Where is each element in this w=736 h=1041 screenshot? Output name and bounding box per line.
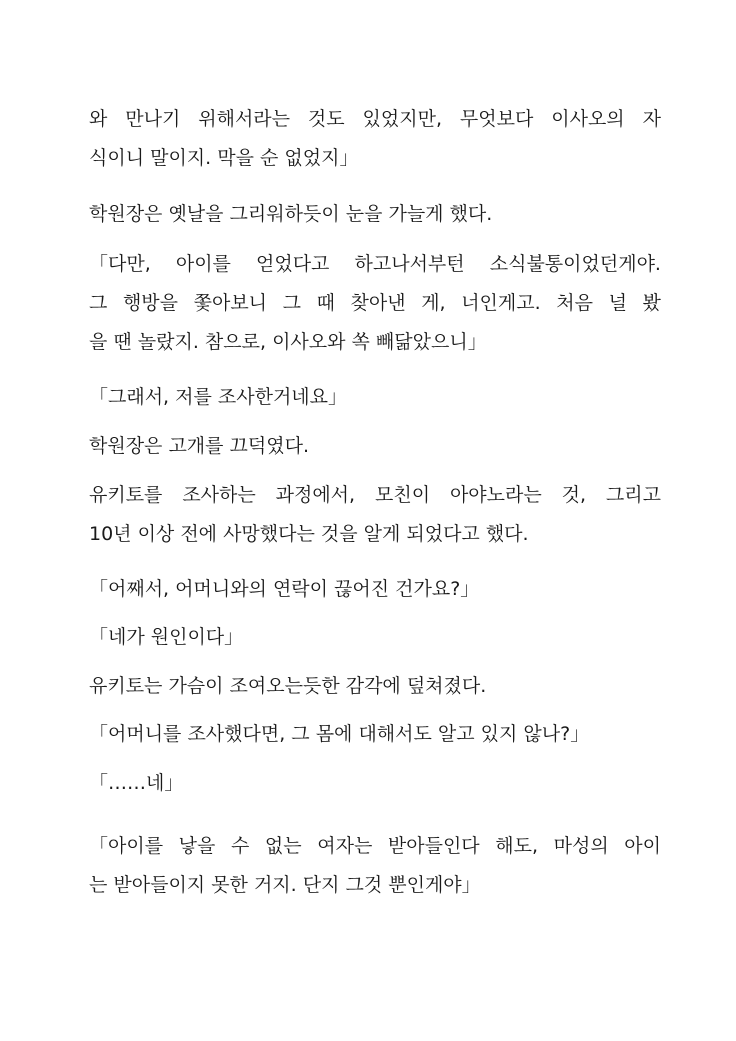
paragraph [89,100,661,178]
text-line [89,476,661,515]
paragraph [89,245,661,362]
text-line [89,427,661,466]
text-line [89,139,661,178]
text-line [89,284,661,323]
text-line [89,245,661,284]
word: 「다만, [89,253,151,275]
word: 게, [421,292,446,314]
word: 을 땐 놀랐지. 참으로, 이사오와 쏙 빼닮았으니」 [89,331,487,353]
word: 자 [642,108,661,130]
text-line [89,715,661,754]
word: 찾아낸 [350,292,406,314]
word: 있었지만, [362,108,443,130]
word: 아이를 [175,253,231,275]
word: 조사하는 [182,484,256,506]
text-line [89,378,661,417]
word: 얻었다고 [256,253,330,275]
paragraph [89,195,661,234]
word: 아이 [624,835,661,857]
paragraph [89,476,661,554]
word: 수 [230,835,250,857]
word: 학원장은 옛날을 그리워하듯이 눈을 가늘게 했다. [89,203,493,225]
word: 무엇보다 [459,108,534,130]
word: 마성의 [553,835,609,857]
word: 봤 [642,292,661,314]
paragraph [89,618,661,657]
word: 여자는 [317,835,373,857]
word: 행방을 [122,292,179,314]
text-line [89,100,661,139]
word: 「네가 원인이다」 [89,626,244,648]
word: 너인게고. [461,292,541,314]
word: 그리고 [605,484,661,506]
word: 없는 [264,835,302,857]
word: 때 [316,292,335,314]
word: 그 [89,292,108,314]
word: 소식불통이었던게야. [489,253,661,275]
word: 「어머니를 조사했다면, 그 몸에 대해서도 알고 있지 않나?」 [89,723,590,745]
paragraph [89,427,661,466]
text-line [89,866,661,905]
paragraph [89,570,661,609]
word: 모친이 [374,484,431,506]
text-line [89,195,661,234]
word: 아야노라는 [449,484,542,506]
word: 널 [608,292,627,314]
word: 낳을 [178,835,216,857]
word: 것도 [307,108,345,130]
text-line [89,323,661,362]
text-line [89,764,661,803]
word: 하고나서부턴 [354,253,465,275]
word: 과정에서, [275,484,356,506]
paragraph [89,667,661,706]
word: 는 받아들이지 못한 거지. 단지 그것 뿐인게야」 [89,874,481,896]
text-line [89,570,661,609]
word: 것, [561,484,587,506]
word: 위해서라는 [198,108,291,130]
word: 와 [89,108,108,130]
word: 식이니 말이지. 막을 순 없었지」 [89,147,359,169]
text-line [89,827,661,866]
word: 만나기 [125,108,181,130]
word: 이사오의 [551,108,625,130]
paragraph [89,378,661,417]
word: 받아들인다 [387,835,480,857]
word: 해도, [495,835,539,857]
word: 10년 이상 전에 사망했다는 것을 알게 되었다고 했다. [89,523,529,545]
paragraph [89,715,661,754]
paragraph [89,827,661,905]
word: 처음 [556,292,593,314]
text-line [89,515,661,554]
word: 「……네」 [89,772,184,794]
text-line [89,618,661,657]
word: 쫓아보니 [193,292,268,314]
word: 유키토는 가슴이 조여오는듯한 감각에 덮쳐졌다. [89,675,487,697]
word: 「그래서, 저를 조사한거네요」 [89,386,348,408]
word: 「아이를 [89,835,164,857]
word: 그 [282,292,301,314]
word: 「어째서, 어머니와의 연락이 끊어진 건가요?」 [89,578,480,600]
word: 학원장은 고개를 끄덕였다. [89,435,310,457]
text-line [89,667,661,706]
word: 유키토를 [89,484,163,506]
paragraph [89,764,661,803]
